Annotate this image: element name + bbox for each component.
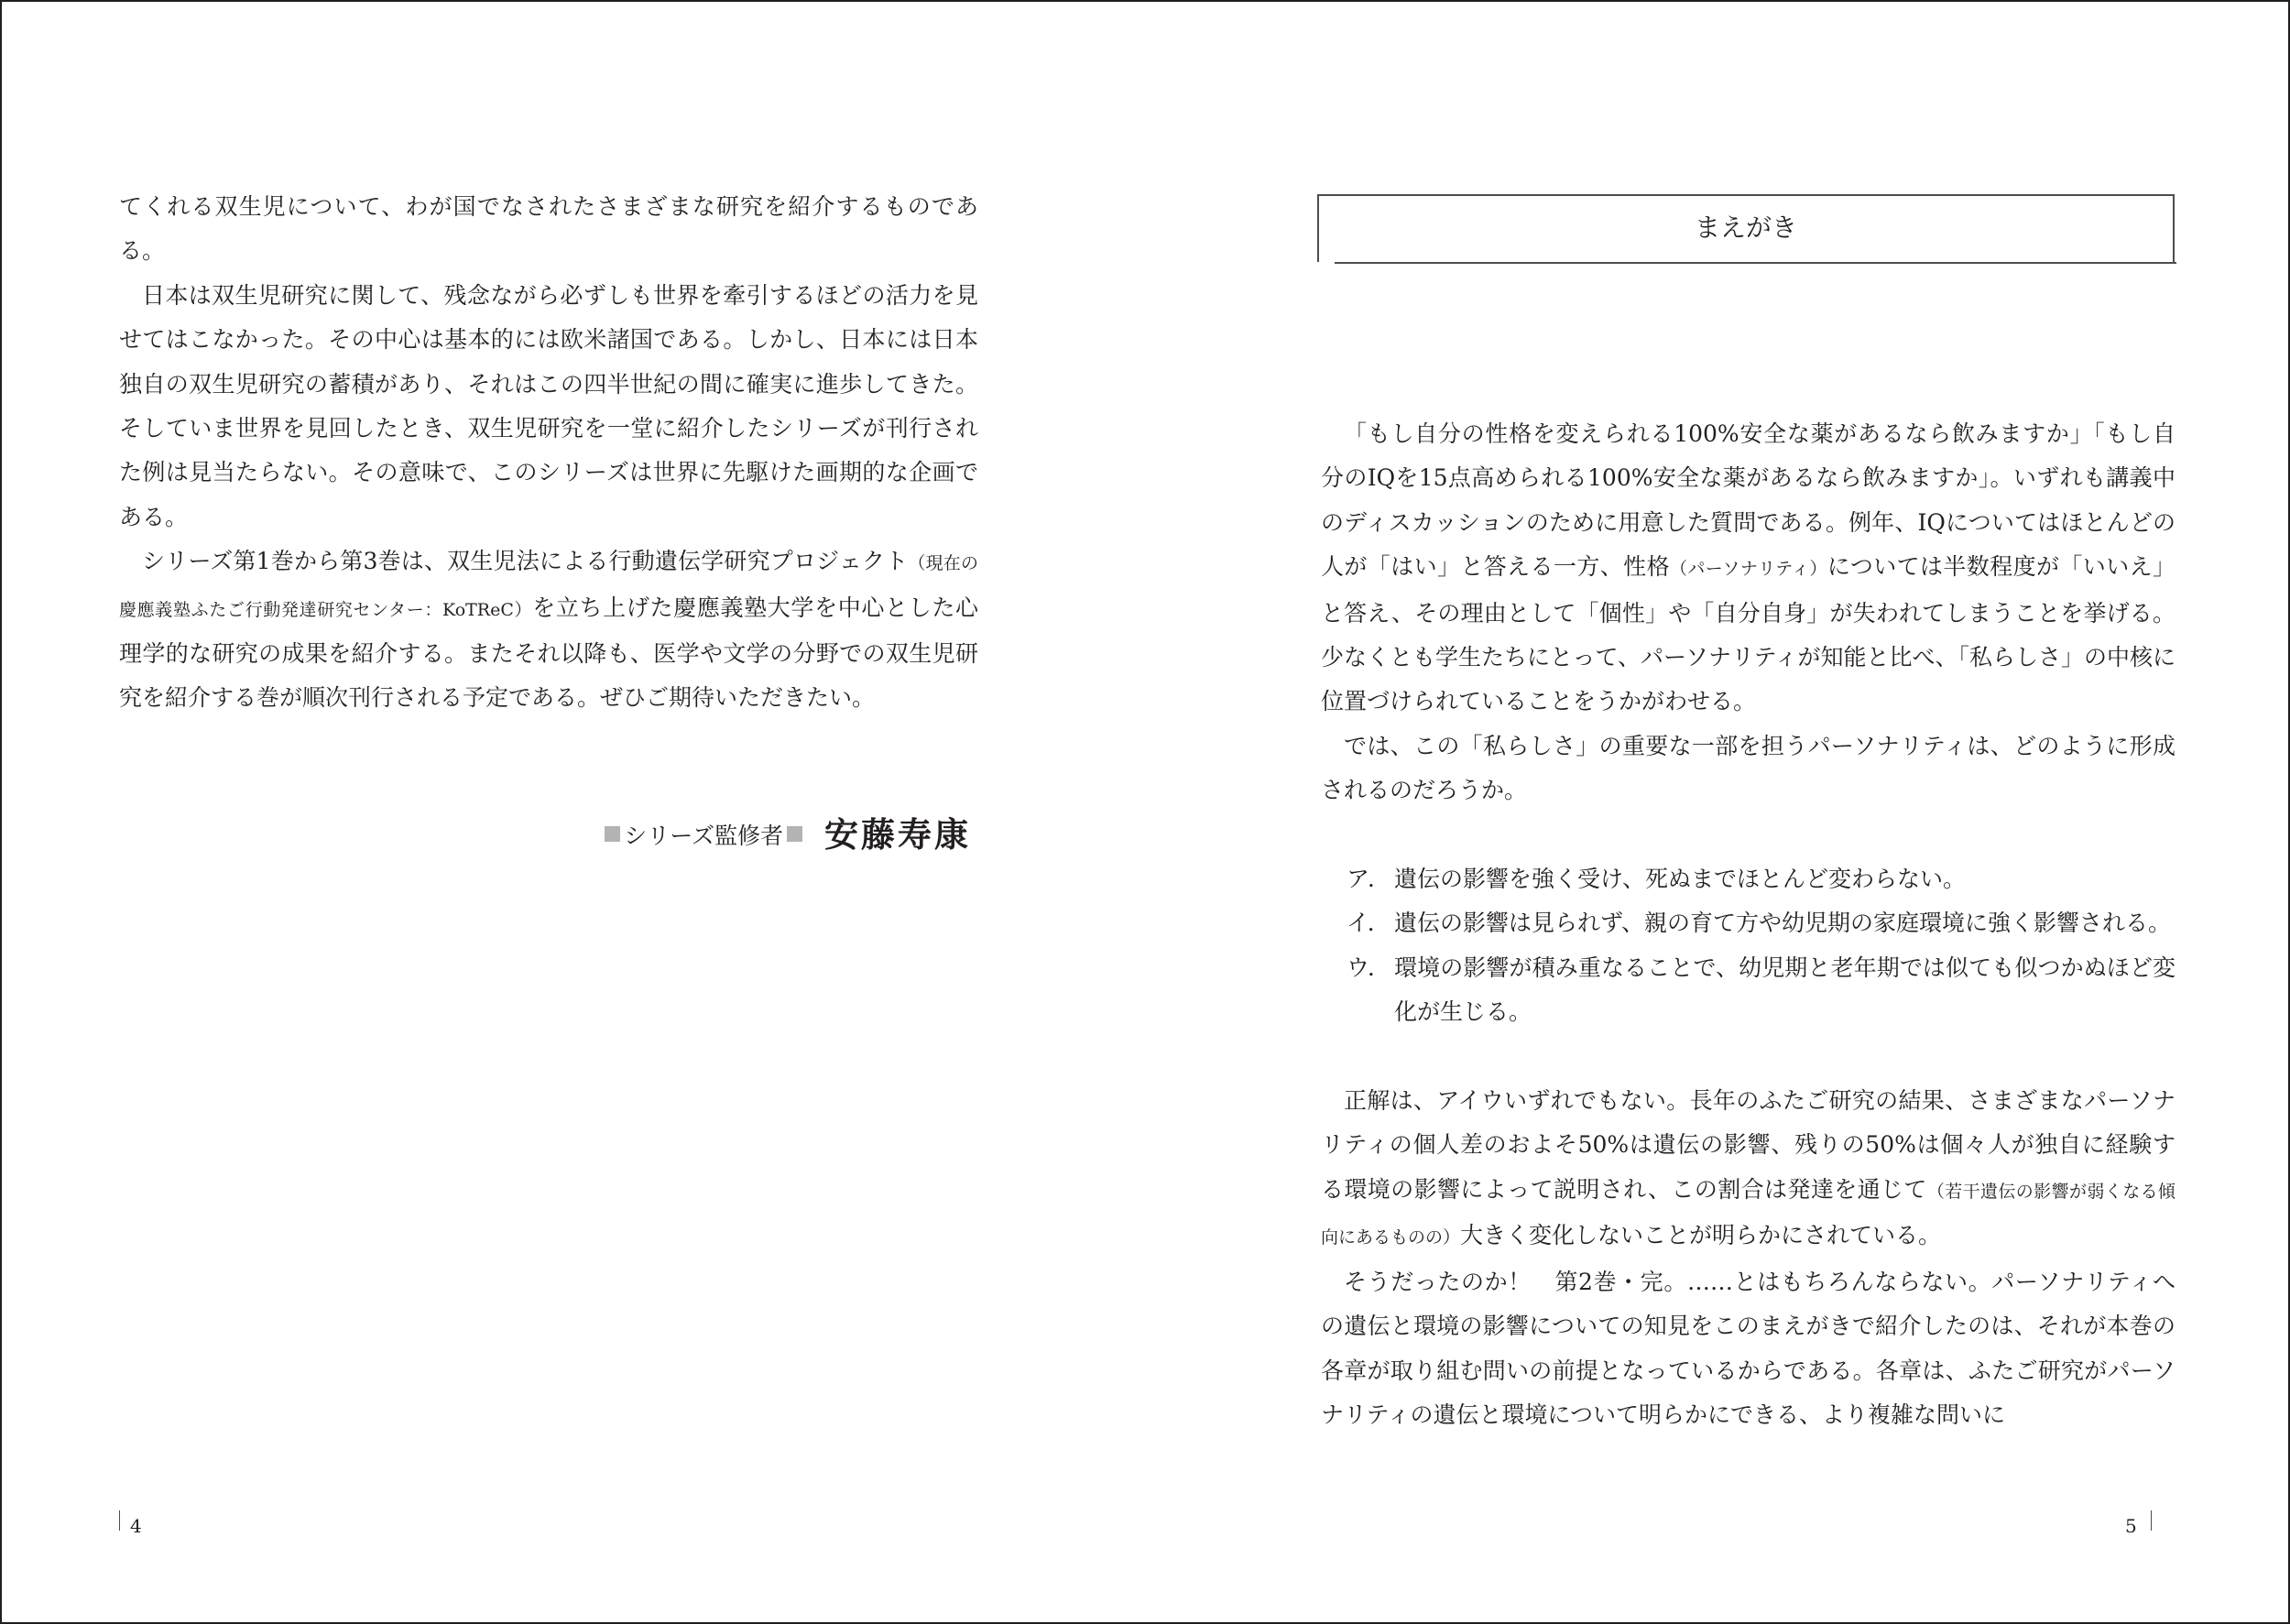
square-bullet-icon [787, 826, 802, 842]
list-item [1321, 857, 2176, 901]
paragraph: そうだったのか！ 第2巻・完。……とはもちろんならない。パーソナリティへの遺伝と環境の影響についての知見をこのまえがきで紹介したのは、それが本巻の各章が取り組む問いの前提となっているからである。各章は、ふたご研究がパーソナリティの遺伝と環境について明らかにできる、より複雑な問いに [1321, 1268, 2176, 1428]
choice-label: ア． [1347, 866, 1391, 893]
paragraph-part: 「もし自分の性格を変えられる100%安全な薬があるなら飲みますか」「もし自分のIQを15点高められる100%安全な薬があるなら飲みますか」。いずれも講義中のディスカッションのために用意した質問である。例年、IQについてはほとんどの人が「はい」と答える一方、性格 [1321, 420, 2176, 581]
supervisor-label: シリーズ監修者 [624, 823, 783, 849]
page-number-left [119, 1510, 142, 1542]
list-item [1321, 946, 2176, 1035]
heading-rule [1335, 262, 2176, 264]
paragraph: 日本は双生児研究に関して、残念ながら必ずしも世界を牽引するほどの活力を見せてはこなかった。その中心は基本的には欧米諸国である。しかし、日本には日本独自の双生児研究の蓄積があり、それはこの四半世紀の間に確実に進歩してきた。そしていま世界を見回したとき、双生児研究を一堂に紹介したシリーズが刊行された例は見当たらない。その意味で、このシリーズは世界に先駆けた画期的な企画である。 [119, 281, 978, 530]
parenthetical-note: （若干遺伝の影響が弱くなる傾向にあるものの） [1321, 1181, 2176, 1248]
page-number: 5 [2125, 1515, 2137, 1537]
chapter-heading: まえがき [1694, 213, 1797, 243]
right-body-text [1321, 412, 2176, 1437]
left-body-text [119, 185, 978, 721]
choice-text: 環境の影響が積み重なることで、幼児期と老年期では似ても似つかぬほど変化が生じる。 [1394, 954, 2176, 1026]
paragraph-part: 正解は、アイウいずれでもない。長年のふたご研究の結果、さまざまなパーソナリティの個人差のおよそ50%は遺伝の影響、残りの50%は個々人が独自に経験する環境の影響によって説明され、この割合は発達を通じて [1321, 1087, 2176, 1203]
square-bullet-icon [605, 826, 620, 842]
paragraph: では、この「私らしさ」の重要な一部を担うパーソナリティは、どのように形成されるのだろうか。 [1321, 732, 2176, 804]
paragraph-part: シリーズ第1巻から第3巻は、双生児法による行動遺伝学研究プロジェクト [142, 548, 909, 575]
supervisor-name: 安藤寿康 [824, 814, 971, 855]
choice-text: 遺伝の影響を強く受け、死ぬまでほとんど変わらない。 [1394, 866, 1967, 893]
series-supervisor [119, 812, 971, 858]
paragraph [1321, 412, 2176, 725]
paragraph-part: については半数程度が「いいえ」と答え、その理由として「個性」や「自分自身」が失われてしまうことを挙げる。少なくとも学生たちにとって、パーソナリティが知能と比べ、「私らしさ」の中核に位置づけられていることをうかがわせる。 [1321, 553, 2176, 715]
page-number-right [2125, 1510, 2152, 1542]
folio-rule [2151, 1510, 2152, 1531]
choice-label: イ． [1347, 910, 1390, 937]
page-number: 4 [130, 1515, 142, 1537]
choice-list [1321, 857, 2176, 1035]
paragraph-part: を立ち上げた慶應義塾大学を中心とした心理学的な研究の成果を紹介する。またそれ以降も、医学や文学の分野での双生児研究を紹介する巻が順次刊行される予定である。ぜひご期待いただきたい。 [119, 594, 978, 712]
parenthetical-note: （パーソナリティ） [1669, 559, 1827, 580]
list-item [1321, 901, 2176, 945]
paragraph [1321, 1079, 2176, 1260]
paragraph-part: 大きく変化しないことが明らかにされている。 [1460, 1222, 1942, 1249]
parenthetical-note: （現在の慶應義塾ふたご行動発達研究センター：KoTReC） [119, 553, 978, 620]
folio-rule [119, 1510, 120, 1531]
choice-label: ウ． [1347, 954, 1391, 981]
left-page [2, 2, 1147, 1622]
paragraph: てくれる双生児について、わが国でなされたさまざまな研究を紹介するものである。 [119, 193, 978, 265]
paragraph [119, 540, 978, 721]
choice-text: 遺伝の影響は見られず、親の育て方や幼児期の家庭環境に強く影響される。 [1394, 910, 2172, 937]
